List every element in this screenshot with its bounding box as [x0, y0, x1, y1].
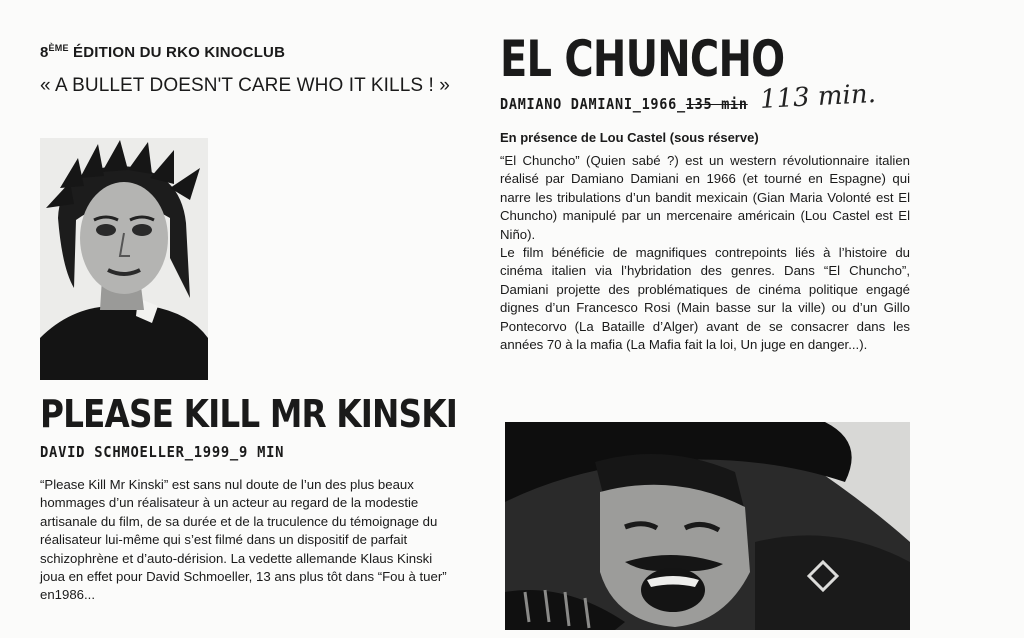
guest-presence-note: En présence de Lou Castel (sous réserve): [500, 130, 759, 145]
chuncho-credit-main: DAMIANO DAMIANI_1966_: [500, 95, 686, 113]
chuncho-description: [500, 152, 910, 354]
chuncho-film-credit: [500, 95, 748, 113]
kinski-portrait-photo: [40, 138, 208, 380]
edition-number: 8: [40, 44, 49, 61]
edition-text: ÉDITION DU RKO KINOCLUB: [68, 44, 286, 61]
kinski-description-text: “Please Kill Mr Kinski” est sans nul doute de l’un des plus beaux hommages d’un réalisateur à un acteur au regard de la modestie artisanale du film, de sa durée et de la truculence du témoignage du réalisateur lui-même qui s’est filmé dans un dispositif de parfait schizophrène et d’auto-dérision. La vedette allemande Klaus Kinski joua en effet pour David Schmoeller, 13 ans plus tôt dans “Fou à tuer” en1986...: [40, 477, 447, 603]
chuncho-film-title: EL CHUNCHO: [500, 30, 785, 88]
tagline: « A BULLET DOESN'T CARE WHO IT KILLS ! »: [40, 75, 450, 96]
handwritten-duration-note: 113 min.: [759, 78, 877, 116]
kinski-description: [40, 476, 452, 605]
edition-suffix: ÈME: [48, 43, 69, 53]
chuncho-paragraph-1: “El Chuncho” (Quien sabé ?) est un western révolutionnaire italien réalisé par Damiano Damiani en 1966 (et tourné en Espagne) qui narre les tribulations d’un bandit mexicain (Gian Maria Volonté est El Chuncho) manipulé par un mercenaire américain (Lou Castel est El Niño).: [500, 153, 910, 242]
kinski-film-title: PLEASE KILL MR KINSKI: [40, 392, 457, 436]
kinski-film-credit: DAVID SCHMOELLER_1999_9 MIN: [40, 443, 285, 461]
chuncho-credit-struck-duration: 135 min: [685, 95, 748, 113]
chuncho-still-photo: [505, 422, 910, 630]
edition-heading: [40, 44, 285, 61]
chuncho-paragraph-2: Le film bénéficie de magnifiques contrepoints liés à l’histoire du cinéma italien via l’hybridation des genres. Dans “El Chuncho”, Damiani projette des problématiques de cinéma politique engagé dignes d’un Francesco Rosi (Main basse sur la ville) ou d’un Gillo Pontecorvo (La Bataille d’Alger) avant de se consacrer dans les années 70 à la mafia (La Mafia fait la loi, Un juge en danger...).: [500, 245, 910, 353]
